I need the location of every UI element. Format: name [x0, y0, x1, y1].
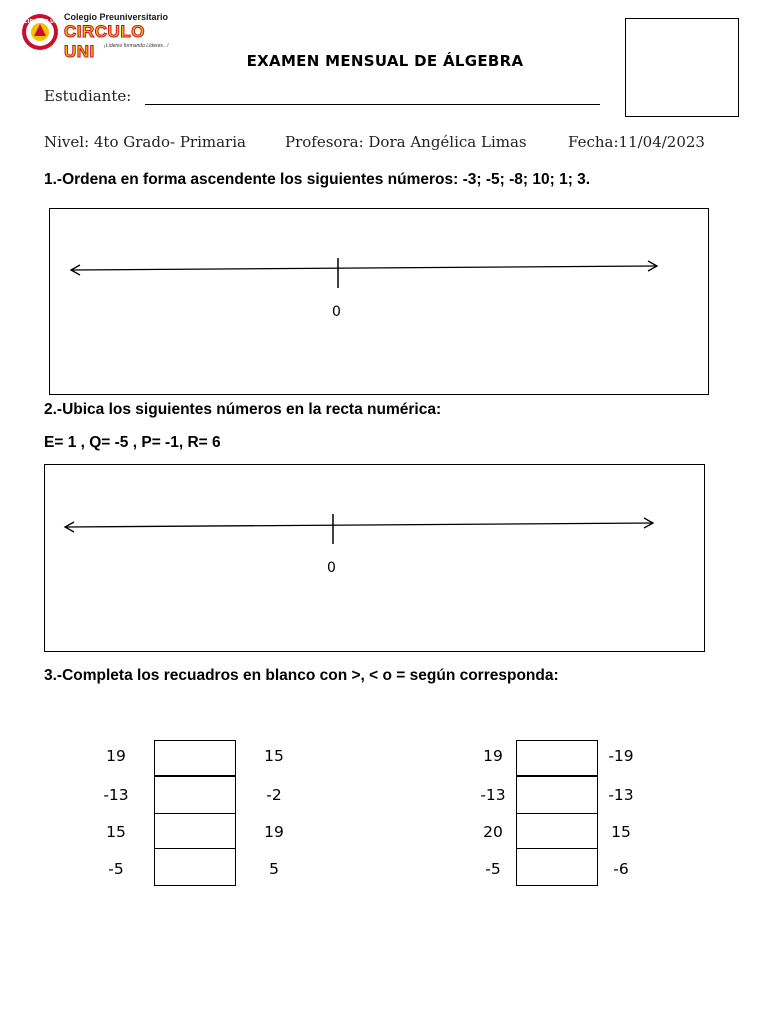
date-text: Fecha:11/04/2023	[568, 133, 705, 151]
logo-school-name: CIRCULO UNI	[64, 22, 145, 61]
left-row1-b: 15	[264, 747, 284, 765]
photo-box	[625, 18, 739, 117]
left-row1-a: 19	[106, 747, 126, 765]
logo-badge-text: CIRCULO UNI	[24, 19, 61, 25]
left-row3-a: 15	[106, 823, 126, 841]
left-row4-b: 5	[269, 860, 279, 878]
left-row2-a: -13	[103, 786, 129, 804]
question-2: 2.-Ubica los siguientes números en la recta numérica:	[44, 401, 442, 418]
question-3: 3.-Completa los recuadros en blanco con >, < o = según corresponda:	[44, 667, 559, 684]
student-label: Estudiante:	[44, 87, 132, 105]
question-2-values: E= 1 , Q= -5 , P= -1, R= 6	[44, 434, 221, 451]
question-1: 1.-Ordena en forma ascendente los siguientes números: -3; -5; -8; 10; 1; 3.	[44, 171, 591, 188]
q2-number-line	[45, 465, 704, 651]
exam-title: EXAMEN MENSUAL DE ÁLGEBRA	[246, 52, 524, 70]
left-row3-b: 19	[264, 823, 284, 841]
student-name-line[interactable]	[145, 104, 600, 105]
comparison-table-right	[468, 740, 688, 888]
right-row4-b: -6	[613, 860, 629, 878]
right-row1-answer-box[interactable]	[516, 740, 598, 776]
logo-slogan: ¡Líderes formando Líderes...!	[104, 43, 169, 49]
right-row1-a: 19	[483, 747, 503, 765]
right-row3-a: 20	[483, 823, 503, 841]
right-row4-a: -5	[485, 860, 501, 878]
teacher-text: Profesora: Dora Angélica Limas	[285, 133, 527, 151]
left-row1-answer-box[interactable]	[154, 740, 236, 776]
q1-answer-box	[49, 208, 709, 395]
right-row3-b: 15	[611, 823, 631, 841]
left-row4-answer-box[interactable]	[154, 848, 236, 886]
comparison-table-left	[91, 740, 311, 888]
left-row2-b: -2	[266, 786, 282, 804]
q1-zero-label: 0	[332, 304, 341, 320]
left-row2-answer-box[interactable]	[154, 776, 236, 814]
right-row2-b: -13	[608, 786, 634, 804]
q2-answer-box	[44, 464, 705, 652]
q2-zero-label: 0	[327, 560, 336, 576]
logo-school-top: Colegio Preuniversitario	[64, 12, 169, 22]
right-row4-answer-box[interactable]	[516, 848, 598, 886]
school-logo	[20, 10, 180, 61]
right-row2-answer-box[interactable]	[516, 776, 598, 814]
right-row1-b: -19	[608, 747, 634, 765]
left-row3-answer-box[interactable]	[154, 813, 236, 849]
left-row4-a: -5	[108, 860, 124, 878]
level-text: Nivel: 4to Grado- Primaria	[44, 133, 246, 151]
q1-number-line	[50, 209, 708, 394]
right-row3-answer-box[interactable]	[516, 813, 598, 849]
right-row2-a: -13	[480, 786, 506, 804]
